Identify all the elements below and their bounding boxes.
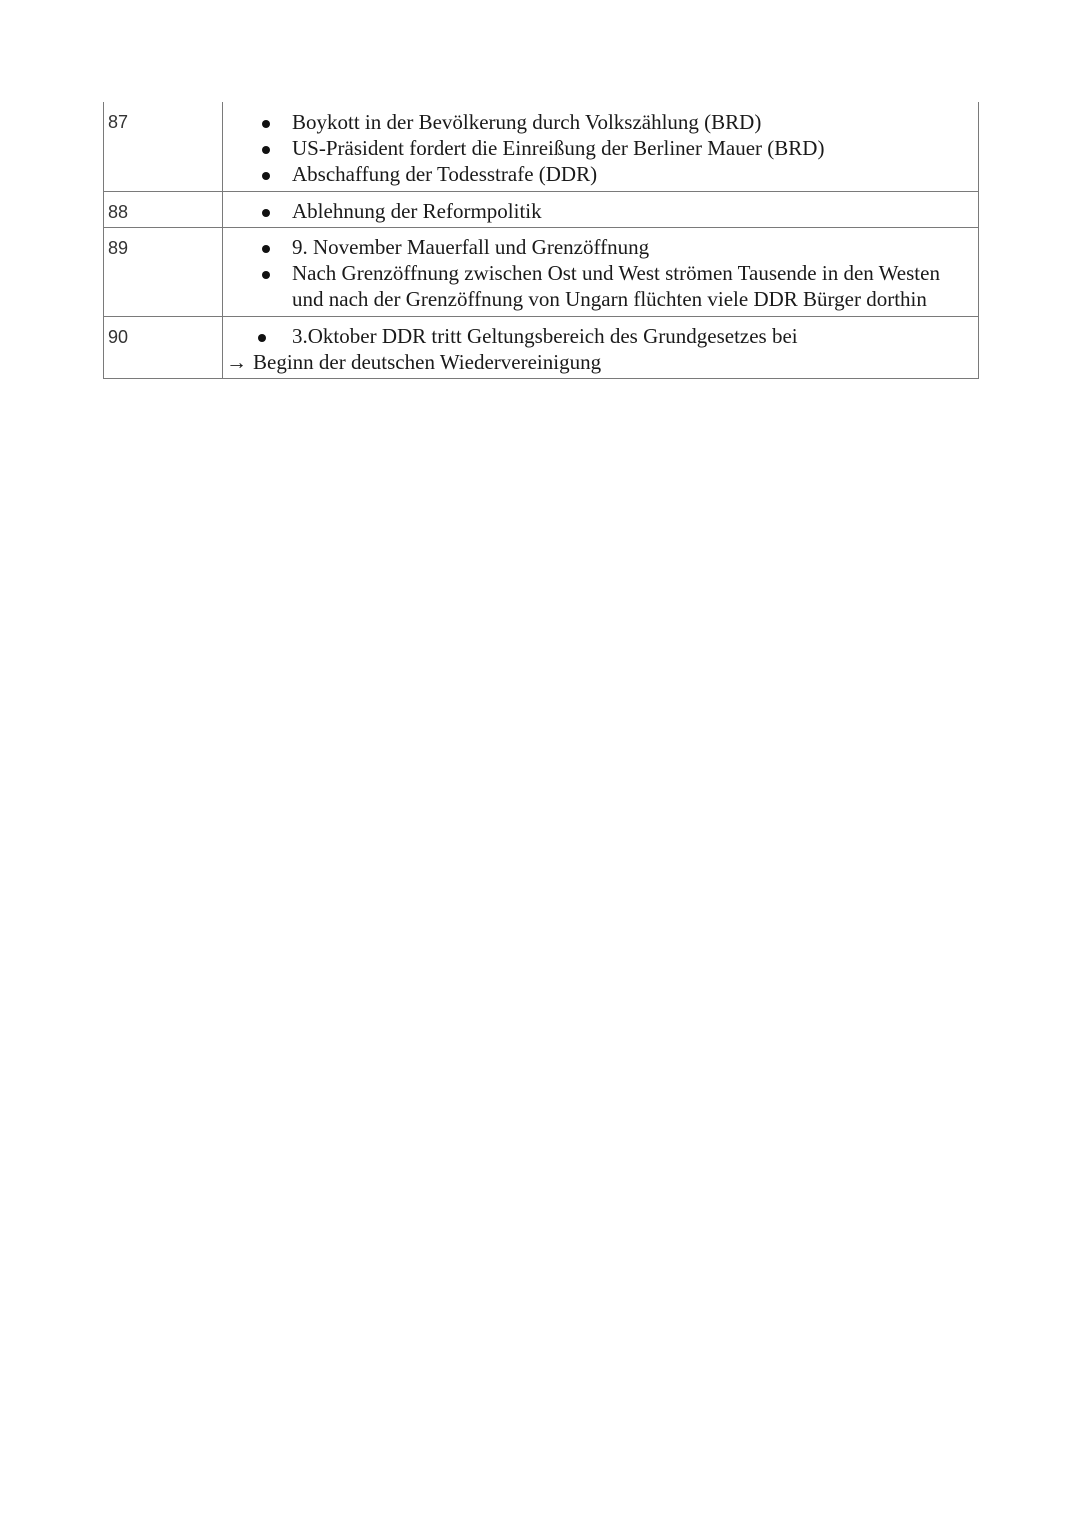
event-text: Ablehnung der Reformpolitik <box>292 199 542 223</box>
event-list <box>223 198 968 224</box>
event-item <box>223 323 968 349</box>
bullet-icon <box>262 209 270 217</box>
timeline-row-87 <box>104 102 979 192</box>
events-cell <box>223 317 979 379</box>
year-cell: 90 <box>104 317 223 379</box>
bullet-icon <box>262 146 270 154</box>
bullet-icon <box>258 334 266 342</box>
conclusion-line <box>223 349 968 375</box>
event-item <box>223 260 968 312</box>
event-item <box>223 135 968 161</box>
year-cell: 89 <box>104 228 223 317</box>
event-list <box>223 323 968 349</box>
bullet-icon <box>262 172 270 180</box>
timeline-row-88 <box>104 192 979 228</box>
event-item <box>223 198 968 224</box>
bullet-icon <box>262 245 270 253</box>
event-text: 9. November Mauerfall und Grenzöffnung <box>292 235 650 259</box>
event-item <box>223 161 968 187</box>
conclusion-text: Beginn der deutschen Wiedervereinigung <box>253 350 602 374</box>
year-cell: 88 <box>104 192 223 228</box>
year-cell: 87 <box>104 102 223 192</box>
events-cell <box>223 102 979 192</box>
timeline-table <box>103 102 979 379</box>
event-text: 3.Oktober DDR tritt Geltungsbereich des Grundgesetzes bei <box>292 324 798 348</box>
event-text: Abschaffung der Todesstrafe (DDR) <box>292 162 598 186</box>
timeline-row-90 <box>104 317 979 379</box>
event-text: US-Präsident fordert die Einreißung der Berliner Mauer (BRD) <box>292 136 825 160</box>
event-list <box>223 234 968 312</box>
event-item <box>223 234 968 260</box>
events-cell <box>223 192 979 228</box>
event-item <box>223 109 968 135</box>
event-text: Nach Grenzöffnung zwischen Ost und West strömen Tausende in den Westen und nach der Grenzöffnung von Ungarn flüchten viele DDR Bürger dorthin <box>292 261 940 311</box>
arrow-right-icon: → <box>226 350 247 374</box>
bullet-icon <box>262 271 270 279</box>
event-list <box>223 109 968 187</box>
timeline-row-89 <box>104 228 979 317</box>
event-text: Boykott in der Bevölkerung durch Volkszählung (BRD) <box>292 110 762 134</box>
bullet-icon <box>262 120 270 128</box>
events-cell <box>223 228 979 317</box>
